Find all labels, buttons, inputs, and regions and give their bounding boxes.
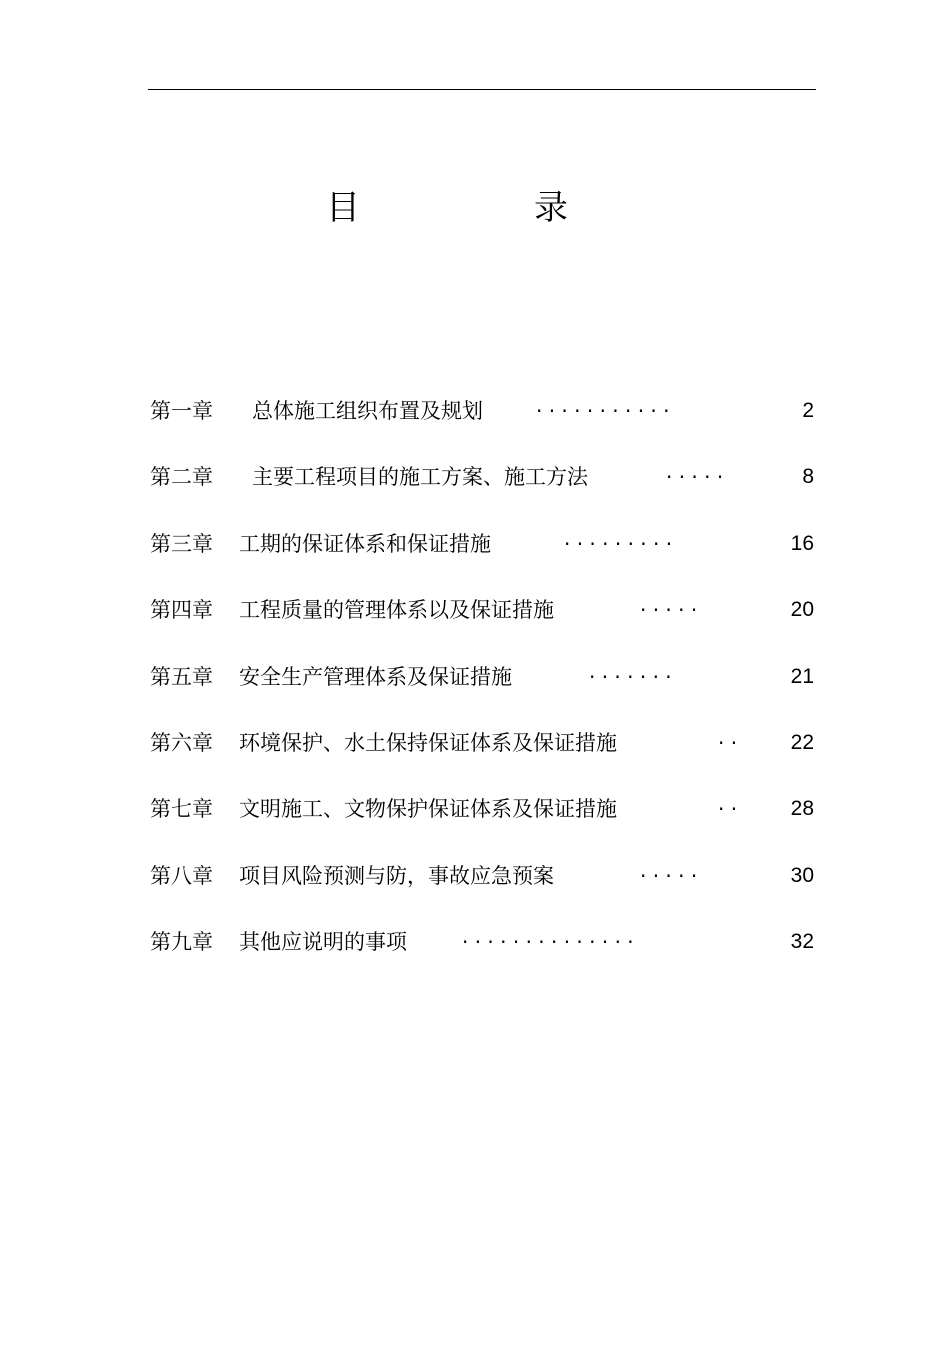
toc-page-number: 16	[790, 531, 814, 555]
toc-entry-title: 文明施工、文物保护保证体系及保证措施	[239, 797, 617, 822]
toc-entry	[0, 924, 950, 990]
toc-chapter-label: 第三章	[150, 531, 213, 556]
toc-leader-dots: · ·	[718, 797, 738, 822]
toc-leader-dots: · · · · · · ·	[589, 664, 672, 689]
title-char-lu: 录	[534, 188, 568, 228]
header-rule	[148, 89, 816, 90]
toc-leader-dots: · · · · ·	[640, 598, 698, 623]
toc-page-number: 32	[790, 930, 814, 954]
toc-entry	[0, 526, 950, 592]
toc-leader-dots: · · · · ·	[640, 863, 698, 888]
toc-chapter-label: 第八章	[150, 863, 213, 888]
toc-chapter-label: 第九章	[150, 930, 213, 955]
toc-page-number: 8	[802, 465, 814, 489]
toc-leader-dots: · · · · ·	[666, 465, 724, 490]
toc-entry	[0, 791, 950, 857]
toc-entry-title: 总体施工组织布置及规划	[252, 399, 483, 423]
toc-leader-dots: · ·	[718, 730, 738, 755]
toc-entry	[0, 725, 950, 791]
page-title	[0, 186, 950, 230]
toc-entry	[0, 459, 950, 525]
toc-chapter-label: 第六章	[150, 730, 213, 755]
toc-entry-title: 工程质量的管理体系以及保证措施	[239, 598, 554, 623]
toc-page-number: 20	[790, 598, 814, 622]
toc-chapter-label: 第四章	[150, 598, 213, 623]
toc-entry-title: 安全生产管理体系及保证措施	[239, 664, 512, 689]
toc-entry-title: 环境保护、水土保持保证体系及保证措施	[239, 730, 617, 755]
toc-entry	[0, 592, 950, 658]
toc-page-number: 2	[802, 399, 814, 422]
toc-page-number: 22	[790, 730, 814, 754]
toc-entry	[0, 858, 950, 924]
toc-leader-dots: · · · · · · · · ·	[564, 531, 673, 556]
toc-entry-title: 其他应说明的事项	[239, 930, 407, 955]
toc-entry-title: 项目风险预测与防，事故应急预案	[239, 863, 554, 888]
toc-entry-title: 主要工程项目的施工方案、施工方法	[252, 465, 588, 490]
toc-page-number: 30	[790, 863, 814, 887]
toc-entry	[0, 393, 950, 459]
toc-entry-title: 工期的保证体系和保证措施	[239, 531, 491, 556]
toc-leader-dots: · · · · · · · · · · · · · ·	[462, 930, 634, 955]
toc-chapter-label: 第七章	[150, 797, 213, 822]
toc-chapter-label: 第五章	[150, 664, 213, 689]
toc-page-number: 21	[790, 664, 814, 688]
toc-chapter-label: 第一章	[150, 399, 213, 423]
table-of-contents	[0, 393, 950, 991]
toc-page-number: 28	[790, 797, 814, 821]
toc-entry	[0, 659, 950, 725]
toc-leader-dots: · · · · · · · · · · ·	[536, 399, 670, 423]
title-char-mu: 目	[326, 188, 360, 228]
toc-chapter-label: 第二章	[150, 465, 213, 490]
